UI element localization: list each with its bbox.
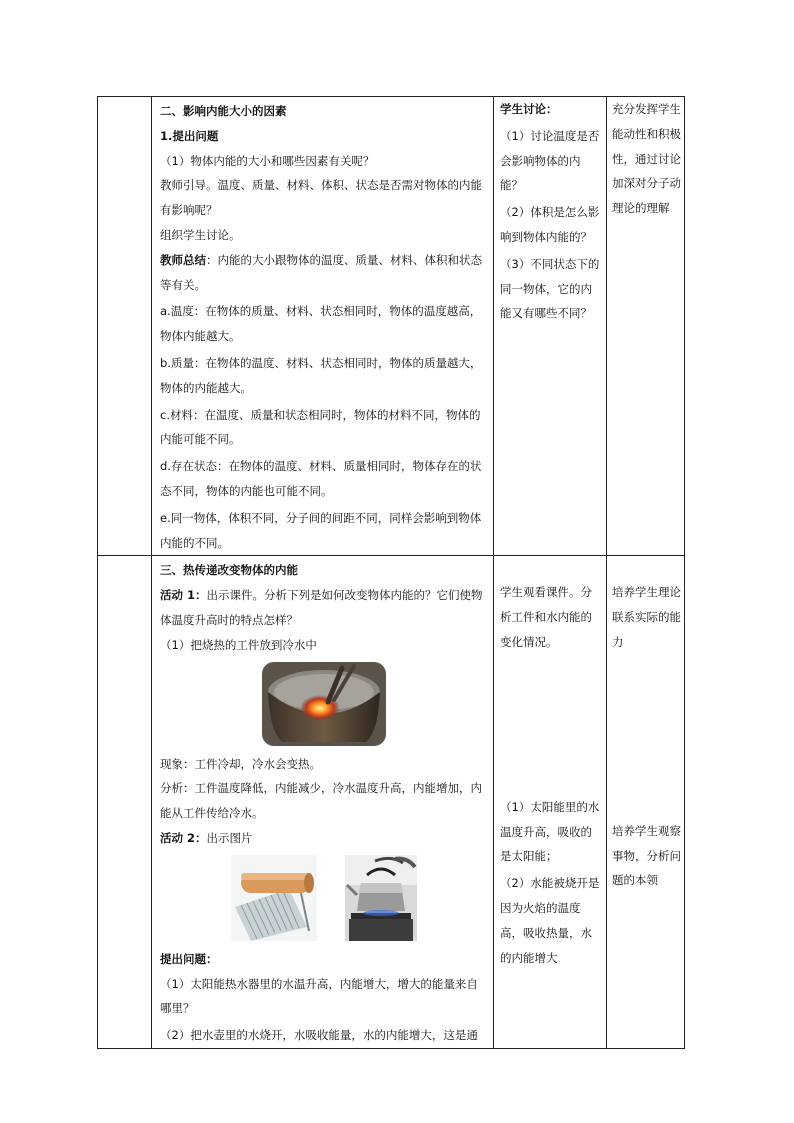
organize-text: 组织学生讨论。 [160,227,241,242]
analysis-text: 分析：工件温度降低，内能减少，冷水温度升高，内能增加，内能从工件传给冷水。 [160,781,482,821]
ask-title: 提出问题： [160,951,218,966]
teacher-activity-cell [152,97,494,556]
ask-item: （2）把水壶里的水烧开，水吸收能量，水的内能增大，这是通 [160,1028,478,1043]
summary-body: ：内能的大小跟物体的温度、质量、材料、体积和状态等有关。 [160,252,482,292]
ask-item: （1）太阳能热水器里的水温升高，内能增大，增大的能量来自哪里？ [160,976,478,1016]
lesson-table [97,96,685,1049]
blank-cell [98,556,152,1049]
activity2-text [160,826,487,851]
subsection-title: 1.提出问题 [160,128,219,143]
activity1-label: 活动 1： [160,588,207,603]
activity2-photos [160,855,487,943]
student-item: （3）不同状态下的同一物体，它的内能又有哪些不同？ [500,256,600,321]
hot-workpiece-photo [160,662,487,746]
item1-text: （1）把烧热的工件放到冷水中 [160,637,317,652]
student-item: （2）体积是怎么影响到物体内能的？ [500,205,600,244]
section-title: 三、热传递改变物体的内能 [160,563,298,578]
table-row-section2 [98,97,685,556]
activity2-body: 出示图片 [206,830,253,845]
student-activity-cell [494,556,607,1049]
summary-label: 教师总结 [160,252,206,267]
student-item: （1）讨论温度是否会影响物体的内能？ [500,128,600,193]
point-c: c.材料：在温度、质量和状态相同时，物体的材料不同，物体的内能可能不同。 [160,407,481,447]
blank-cell [98,97,152,556]
design-intent-text: 充分发挥学生能动性和积极性，通过讨论加深对分子动理论的理解 [612,102,681,216]
design-intent-text: 培养学生观察事物，分析问题的本领 [612,823,681,888]
design-intent-cell [607,556,685,1049]
section-title: 二、影响内能大小的因素 [160,104,287,118]
student-answer: （2）水能被烧开是因为火焰的温度高，吸收热量，水的内能增大 [500,876,600,965]
point-e: e.同一物体，体积不同，分子间的间距不同，同样会影响到物体内能的不同。 [160,510,482,550]
design-intent-text: 培养学生理论联系实际的能力 [612,585,681,649]
teacher-activity-cell [152,556,494,1049]
student-answer: （1）太阳能里的水温度升高，吸收的是太阳能； [500,799,600,864]
table-row-section3 [98,556,685,1049]
point-d: d.存在状态：在物体的温度、材料、质量相同时，物体存在的状态不同，物体的内能也可能不同。 [160,459,482,498]
activity1-body: 出示课件。分析下列是如何改变物体内能的？它们使物体温度升高时的特点怎样？ [160,588,483,627]
student-observe-text: 学生观看课件。分析工件和水内能的变化情况。 [500,585,592,649]
activity1-text [160,583,487,633]
point-b: b.质量：在物体的温度、材料、状态相同时，物体的质量越大，物体的内能越大。 [160,355,482,395]
activity2-label: 活动 2： [160,830,207,845]
phenomenon-text: 现象：工件冷却，冷水会变热。 [160,756,321,771]
point-a: a.温度：在物体的质量、材料、状态相同时，物体的温度越高，物体内能越大。 [160,304,482,344]
student-title: 学生讨论： [500,102,558,116]
kettle-on-stove-image [345,855,417,941]
student-activity-cell [494,97,607,556]
design-intent-cell [607,97,685,556]
summary-text [160,248,487,298]
guide-text: 教师引导。温度、质量、材料、体积、状态是否需对物体的内能有影响呢？ [160,178,482,218]
solar-water-heater-image [231,855,317,941]
hot-workpiece-image [262,662,386,746]
question-text: （1）物体内能的大小和哪些因素有关呢？ [160,153,375,168]
